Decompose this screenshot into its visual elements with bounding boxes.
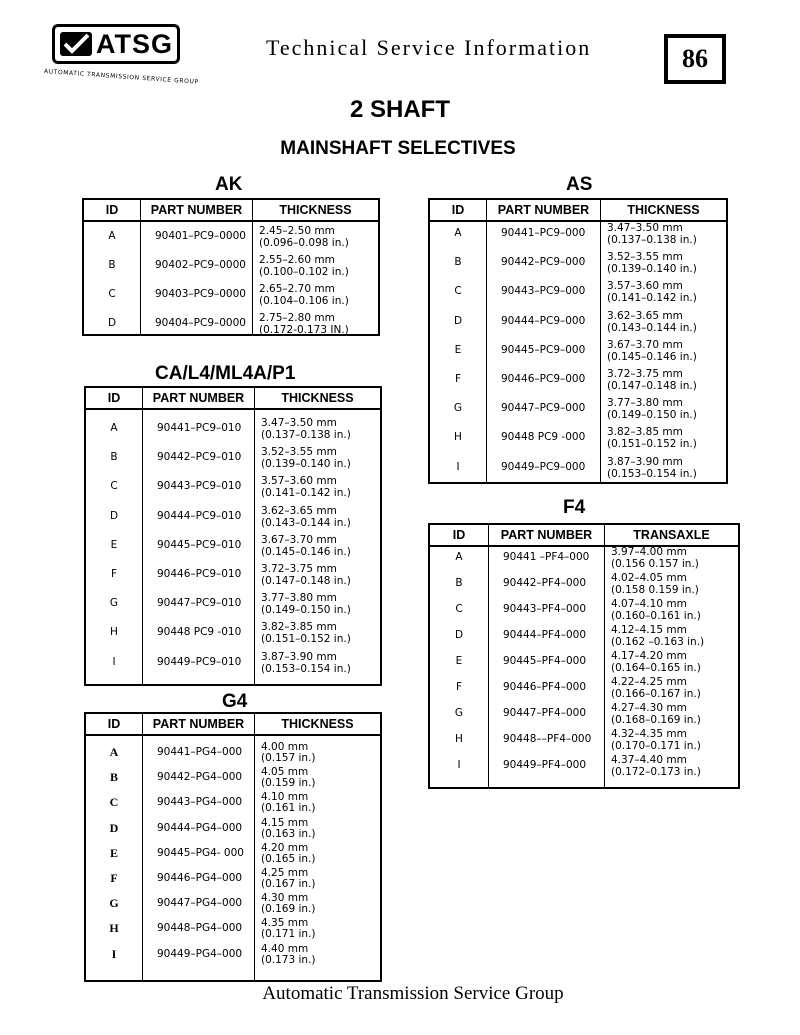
row-thickness-in: (0.161 in.): [261, 802, 316, 815]
row-part-number: 90442–PF4–000: [503, 577, 586, 589]
row-id: D: [109, 820, 119, 835]
row-id: C: [455, 603, 463, 615]
row-thickness-mm: 3.57–3.60 mm: [607, 280, 683, 293]
row-part-number: 90444–PC9–000: [501, 314, 586, 327]
row-part-number: 90447–PG4–000: [157, 897, 243, 910]
row-thickness-in: (0.149–0.150 in.): [607, 409, 697, 422]
row-thickness-mm: 3.72–3.75 mm: [607, 368, 683, 380]
column-header: PART NUMBER: [142, 388, 254, 408]
row-thickness-in: (0.173 in.): [261, 953, 316, 966]
row-id: G: [453, 402, 463, 415]
row-thickness-mm: 4.12–4.15 mm: [611, 624, 687, 636]
row-id: G: [109, 896, 119, 911]
column-header: ID: [105, 203, 119, 217]
logo-text: ATSG: [96, 28, 173, 59]
thickness-column: [254, 410, 380, 684]
row-thickness-in: (0.159 in.): [261, 777, 316, 790]
row-part-number: 90443–PC9–000: [501, 285, 586, 298]
thickness-column: [254, 736, 380, 980]
table-ca: [84, 386, 382, 686]
row-thickness-in: (0.100–0.102 in.): [259, 266, 349, 278]
row-part-number: 90446–PF4–000: [503, 681, 586, 693]
row-id: E: [455, 655, 463, 667]
row-thickness-mm: 3.47–3.50 mm: [607, 222, 683, 234]
row-id: C: [110, 480, 118, 493]
row-part-number: 90449–PC9–010: [157, 655, 242, 668]
row-part-number: 90447–PF4–000: [503, 707, 586, 719]
row-thickness-mm: 3.87–3.90 mm: [607, 455, 683, 468]
row-part-number: 90445–PF4–000: [503, 655, 586, 667]
row-thickness-in: (0.143–0.144 in.): [261, 516, 351, 529]
row-part-number: 90441–PG4–000: [157, 746, 243, 758]
row-thickness-mm: 3.62–3.65 mm: [261, 504, 337, 517]
row-thickness-mm: 4.40 mm: [261, 942, 309, 955]
row-thickness-mm: 3.67–3.70 mm: [607, 338, 683, 351]
row-id: F: [455, 681, 463, 693]
table-header: [86, 388, 380, 410]
row-thickness-mm: 3.87–3.90 mm: [261, 650, 337, 663]
row-part-number: 90445–PC9–000: [501, 343, 586, 356]
row-id: F: [110, 568, 118, 580]
column-header: PART NUMBER: [142, 714, 254, 734]
row-id: E: [110, 538, 118, 551]
row-id: H: [455, 733, 463, 745]
page-title: 2 SHAFT: [349, 96, 450, 123]
row-id: I: [457, 759, 461, 771]
row-id: C: [108, 288, 116, 300]
row-id: B: [110, 451, 118, 464]
row-id: E: [454, 343, 462, 356]
part-number-column: [142, 410, 254, 684]
table-header: [430, 200, 726, 222]
row-id: H: [110, 626, 118, 639]
row-part-number: 90443–PC9–010: [157, 480, 242, 493]
row-part-number: 90444–PF4–000: [503, 629, 586, 641]
row-part-number: 90443–PG4–000: [157, 796, 243, 809]
row-thickness-mm: 3.52–3.55 mm: [607, 251, 683, 264]
row-id: G: [109, 597, 119, 610]
row-id: A: [108, 230, 116, 242]
row-id: D: [453, 314, 463, 327]
row-thickness-mm: 2.75–2.80 mm: [259, 312, 335, 324]
thickness-column: [600, 222, 726, 482]
row-part-number: 90403–PC9–0000: [155, 288, 246, 300]
row-part-number: 90449–PC9–000: [501, 460, 586, 473]
row-id: A: [110, 422, 118, 434]
table-g4: [84, 712, 382, 982]
row-thickness-mm: 4.20 mm: [261, 841, 309, 854]
column-header: PART NUMBER: [486, 200, 600, 220]
thickness-column: [604, 547, 738, 787]
id-column: [430, 547, 488, 787]
row-part-number: 90448–PG4–000: [157, 922, 243, 935]
row-thickness-mm: 4.35 mm: [261, 917, 309, 930]
row-thickness-in: (0.145–0.146 in.): [261, 545, 351, 558]
row-thickness-in: (0.171 in.): [261, 928, 316, 941]
row-id: I: [456, 460, 460, 473]
row-part-number: 90443–PF4–000: [503, 603, 586, 615]
column-header: TRANSAXLE: [604, 525, 738, 545]
checkmark-logo-icon: [59, 29, 93, 59]
atsg-logo: [43, 20, 202, 86]
row-part-number: 90449–PF4–000: [503, 759, 586, 771]
row-thickness-in: (0.104–0.106 in.): [259, 295, 349, 307]
row-thickness-mm: 4.05 mm: [261, 766, 309, 779]
row-thickness-mm: 2.65–2.70 mm: [259, 283, 335, 295]
row-id: B: [455, 577, 463, 589]
row-id: B: [454, 256, 462, 269]
row-part-number: 90402–PC9–0000: [155, 259, 246, 271]
row-part-number: 90442–PC9–010: [157, 451, 242, 464]
row-part-number: 90442–PG4–000: [157, 771, 243, 784]
table-header: [430, 525, 738, 547]
row-thickness-mm: 4.15 mm: [261, 816, 309, 829]
row-thickness-mm: 3.47–3.50 mm: [261, 417, 337, 429]
part-number-column: [142, 736, 254, 980]
row-thickness-in: (0.158 0.159 in.): [611, 584, 699, 596]
row-id: E: [109, 845, 118, 860]
table-header: [86, 714, 380, 736]
row-thickness-mm: 3.82–3.85 mm: [607, 426, 683, 439]
logo-subtext: AUTOMATIC TRANSMISSION SERVICE GROUP: [43, 68, 199, 86]
row-part-number: 90446–PC9–010: [157, 568, 242, 580]
row-part-number: 90447–PC9–010: [157, 597, 242, 610]
row-thickness-in: (0.160–0.161 in.): [611, 610, 701, 622]
column-header: THICKNESS: [254, 388, 380, 408]
row-id: B: [109, 770, 118, 785]
row-thickness-mm: 3.77–3.80 mm: [607, 397, 683, 410]
row-thickness-mm: 4.25 mm: [261, 867, 309, 879]
table-header: [84, 200, 378, 222]
row-thickness-in: (0.156 0.157 in.): [611, 558, 699, 570]
part-number-column: [486, 222, 600, 482]
row-id: F: [454, 373, 462, 385]
row-thickness-mm: 3.97–4.00 mm: [611, 546, 687, 558]
row-thickness-in: (0.151–0.152 in.): [261, 633, 351, 646]
column-header: ID: [107, 717, 121, 731]
row-part-number: 90446–PC9–000: [501, 373, 586, 385]
row-thickness-in: (0.149–0.150 in.): [261, 604, 351, 617]
column-header: ID: [107, 391, 121, 405]
row-id: I: [111, 946, 117, 961]
row-thickness-mm: 2.55–2.60 mm: [259, 254, 335, 266]
row-thickness-mm: 4.37–4.40 mm: [611, 754, 687, 766]
row-part-number: 90444–PC9–010: [157, 509, 242, 522]
row-id: A: [454, 227, 462, 239]
row-part-number: 90448 PC9 -000: [501, 431, 586, 444]
row-thickness-mm: 4.02–4.05 mm: [611, 572, 687, 584]
row-part-number: 90449–PG4–000: [157, 947, 243, 960]
row-part-number: 90448 PC9 -010: [157, 626, 242, 639]
row-part-number: 90442–PC9–000: [501, 256, 586, 269]
row-thickness-in: (0.170–0.171 in.): [611, 740, 701, 752]
row-thickness-mm: 4.07–4.10 mm: [611, 598, 687, 610]
row-thickness-in: (0.153–0.154 in.): [607, 467, 697, 480]
row-part-number: 90448––PF4–000: [503, 733, 592, 745]
column-header: PART NUMBER: [140, 200, 252, 220]
row-id: I: [112, 655, 116, 668]
row-part-number: 90401–PC9–0000: [155, 230, 246, 242]
row-thickness-in: (0.096–0.098 in.): [259, 237, 349, 249]
row-thickness-in: (0.137–0.138 in.): [607, 234, 697, 246]
row-thickness-mm: 4.30 mm: [261, 892, 309, 905]
row-id: A: [109, 745, 119, 759]
row-thickness-mm: 4.27–4.30 mm: [611, 702, 687, 714]
row-id: D: [109, 509, 119, 522]
logo-badge: [52, 24, 180, 64]
row-thickness-mm: 3.77–3.80 mm: [261, 592, 337, 605]
row-id: F: [110, 871, 118, 885]
row-thickness-in: (0.141–0.142 in.): [607, 292, 697, 305]
table-f4: [428, 523, 740, 789]
row-thickness-mm: 3.57–3.60 mm: [261, 475, 337, 488]
section-label-ak: AK: [215, 174, 243, 195]
row-thickness-mm: 4.00 mm: [261, 741, 309, 753]
id-column: [86, 736, 142, 980]
row-id: A: [455, 551, 463, 563]
row-thickness-in: (0.137–0.138 in.): [261, 429, 351, 441]
row-id: H: [454, 431, 462, 444]
page-footer: Automatic Transmission Service Group: [262, 983, 564, 1004]
thickness-column: [252, 222, 378, 334]
row-part-number: 90404–PC9–0000: [155, 317, 246, 329]
row-id: G: [454, 707, 464, 719]
row-thickness-in: (0.164–0.165 in.): [611, 662, 701, 674]
part-number-column: [140, 222, 252, 334]
row-part-number: 90447–PC9–000: [501, 402, 586, 415]
row-thickness-in: (0.147–0.148 in.): [607, 380, 697, 392]
row-thickness-mm: 4.32–4.35 mm: [611, 728, 687, 740]
id-column: [86, 410, 142, 684]
column-header: ID: [452, 528, 466, 542]
row-id: B: [108, 259, 116, 271]
row-thickness-in: (0.166–0.167 in.): [611, 688, 701, 700]
row-thickness-mm: 3.52–3.55 mm: [261, 446, 337, 459]
row-thickness-in: (0.157 in.): [261, 752, 316, 764]
row-thickness-mm: 4.10 mm: [261, 791, 309, 804]
row-id: D: [454, 629, 464, 641]
section-label-f4: F4: [563, 497, 586, 518]
row-thickness-mm: 3.72–3.75 mm: [261, 563, 337, 575]
row-id: D: [107, 317, 117, 329]
id-column: [430, 222, 486, 482]
row-thickness-in: (0.162 –0.163 in.): [611, 636, 705, 648]
column-header: PART NUMBER: [488, 525, 604, 545]
row-thickness-in: (0.141–0.142 in.): [261, 487, 351, 500]
row-thickness-in: (0.139–0.140 in.): [261, 458, 351, 471]
row-thickness-in: (0.147–0.148 in.): [261, 575, 351, 587]
header-title: Technical Service Information: [266, 35, 592, 60]
row-thickness-in: (0.168–0.169 in.): [611, 714, 701, 726]
row-part-number: 90445–PC9–010: [157, 538, 242, 551]
row-thickness-mm: 4.22–4.25 mm: [611, 676, 687, 688]
row-thickness-in: (0.139–0.140 in.): [607, 263, 697, 276]
row-id: C: [109, 795, 119, 810]
row-id: C: [454, 285, 462, 298]
row-part-number: 90441–PC9–000: [501, 227, 586, 239]
section-label-ca: CA/L4/ML4A/P1: [155, 363, 296, 384]
row-thickness-in: (0.143–0.144 in.): [607, 321, 697, 334]
column-header: ID: [451, 203, 465, 217]
row-thickness-in: (0.145–0.146 in.): [607, 350, 697, 363]
row-thickness-in: (0.172-0.173 IN.): [259, 324, 349, 336]
row-part-number: 90445–PG4- 000: [157, 846, 244, 859]
row-part-number: 90444–PG4–000: [157, 821, 243, 834]
row-thickness-in: (0.163 in.): [261, 827, 316, 840]
row-thickness-in: (0.167 in.): [261, 878, 316, 890]
id-column: [84, 222, 140, 334]
column-header: THICKNESS: [252, 200, 378, 220]
part-number-column: [488, 547, 604, 787]
table-ak: [82, 198, 380, 336]
row-part-number: 90441 –PF4–000: [503, 551, 590, 563]
column-header: THICKNESS: [600, 200, 726, 220]
row-thickness-mm: 2.45–2.50 mm: [259, 225, 335, 237]
section-label-as: AS: [566, 174, 593, 195]
section-label-g4: G4: [222, 691, 248, 712]
table-as: [428, 198, 728, 484]
row-thickness-in: (0.169 in.): [261, 903, 316, 916]
row-thickness-mm: 3.82–3.85 mm: [261, 621, 337, 634]
page-subtitle: MAINSHAFT SELECTIVES: [280, 138, 516, 159]
page-number: 86: [664, 34, 726, 84]
row-thickness-in: (0.172–0.173 in.): [611, 766, 701, 778]
row-id: H: [109, 921, 119, 936]
row-thickness-mm: 3.67–3.70 mm: [261, 533, 337, 546]
row-thickness-in: (0.165 in.): [261, 852, 316, 865]
row-thickness-mm: 4.17–4.20 mm: [611, 650, 687, 662]
column-header: THICKNESS: [254, 714, 380, 734]
row-thickness-mm: 3.62–3.65 mm: [607, 309, 683, 322]
row-part-number: 90446–PG4–000: [157, 872, 243, 884]
row-part-number: 90441–PC9–010: [157, 422, 242, 434]
row-thickness-in: (0.151–0.152 in.): [607, 438, 697, 451]
row-thickness-in: (0.153–0.154 in.): [261, 662, 351, 675]
